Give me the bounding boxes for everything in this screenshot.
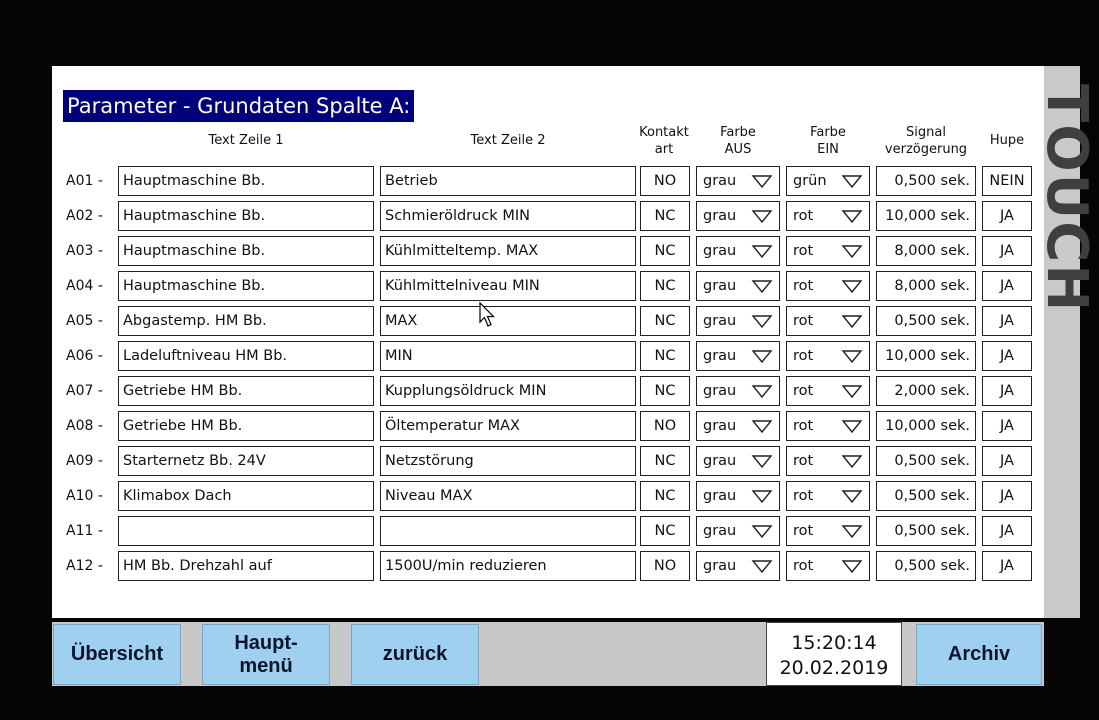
signal-verzoegerung-field[interactable]: 0,500 sek. (876, 446, 976, 476)
hupe-field[interactable]: JA (982, 481, 1032, 511)
clock-date: 20.02.2019 (779, 657, 889, 679)
header-text-zeile-1: Text Zeile 1 (208, 133, 284, 148)
text-zeile-1-field[interactable]: Hauptmaschine Bb. (118, 201, 374, 231)
farbe-ein-value: rot (793, 313, 814, 329)
farbe-aus-value: grau (703, 558, 737, 574)
text-zeile-2-field[interactable]: Öltemperatur MAX (380, 411, 636, 441)
header-farbe-ein: Farbe EIN (810, 125, 846, 157)
farbe-aus-dropdown[interactable] (696, 236, 780, 266)
dropdown-arrow-icon (842, 490, 862, 503)
farbe-aus-value: grau (703, 278, 737, 294)
farbe-aus-dropdown[interactable] (696, 376, 780, 406)
dropdown-arrow-icon (842, 525, 862, 538)
kontakt-art-field[interactable]: NO (640, 166, 690, 196)
hupe-field[interactable]: JA (982, 201, 1032, 231)
farbe-ein-dropdown[interactable] (786, 201, 870, 231)
dropdown-arrow-icon (752, 245, 772, 258)
hupe-field[interactable]: JA (982, 341, 1032, 371)
farbe-aus-value: grau (703, 173, 737, 189)
dropdown-arrow-icon (842, 315, 862, 328)
header-kontakt-art: Kontakt art (639, 125, 689, 157)
dropdown-arrow-icon (752, 210, 772, 223)
farbe-ein-dropdown[interactable] (786, 376, 870, 406)
farbe-ein-value: rot (793, 348, 814, 364)
row-id-label: A01 - (66, 173, 103, 189)
signal-verzoegerung-field[interactable]: 2,000 sek. (876, 376, 976, 406)
text-zeile-2-field[interactable]: Netzstörung (380, 446, 636, 476)
farbe-ein-dropdown[interactable] (786, 446, 870, 476)
text-zeile-2-field[interactable]: MIN (380, 341, 636, 371)
zurueck-button[interactable]: zurück (351, 624, 479, 685)
farbe-ein-value: rot (793, 523, 814, 539)
text-zeile-2-field[interactable]: Kühlmitteltemp. MAX (380, 236, 636, 266)
text-zeile-2-field[interactable]: Kupplungsöldruck MIN (380, 376, 636, 406)
row-id-label: A10 - (66, 488, 103, 504)
text-zeile-1-field[interactable] (118, 516, 374, 546)
kontakt-art-field[interactable]: NC (640, 376, 690, 406)
farbe-aus-dropdown[interactable] (696, 306, 780, 336)
farbe-aus-dropdown[interactable] (696, 201, 780, 231)
text-zeile-1-field[interactable]: Getriebe HM Bb. (118, 376, 374, 406)
hupe-field[interactable]: JA (982, 271, 1032, 301)
signal-verzoegerung-field[interactable]: 0,500 sek. (876, 481, 976, 511)
text-zeile-2-field[interactable]: MAX (380, 306, 636, 336)
farbe-aus-dropdown[interactable] (696, 341, 780, 371)
hupe-field[interactable]: JA (982, 236, 1032, 266)
dropdown-arrow-icon (842, 280, 862, 293)
hupe-field[interactable]: JA (982, 551, 1032, 581)
text-zeile-1-field[interactable]: Hauptmaschine Bb. (118, 271, 374, 301)
farbe-aus-value: grau (703, 348, 737, 364)
touch-side-label: TOUCH (1044, 66, 1080, 618)
farbe-ein-value: rot (793, 383, 814, 399)
kontakt-art-field[interactable]: NC (640, 481, 690, 511)
text-zeile-1-field[interactable]: Klimabox Dach (118, 481, 374, 511)
farbe-ein-dropdown[interactable] (786, 271, 870, 301)
farbe-ein-value: rot (793, 418, 814, 434)
dropdown-arrow-icon (842, 420, 862, 433)
hupe-field[interactable]: JA (982, 516, 1032, 546)
row-id-label: A04 - (66, 278, 103, 294)
header-farbe-aus: Farbe AUS (720, 125, 756, 157)
text-zeile-2-field[interactable]: Niveau MAX (380, 481, 636, 511)
row-id-label: A03 - (66, 243, 103, 259)
signal-verzoegerung-field[interactable]: 0,500 sek. (876, 516, 976, 546)
hupe-field[interactable]: JA (982, 411, 1032, 441)
farbe-ein-value: rot (793, 558, 814, 574)
farbe-ein-dropdown[interactable] (786, 166, 870, 196)
row-id-label: A07 - (66, 383, 103, 399)
signal-verzoegerung-field[interactable]: 10,000 sek. (876, 411, 976, 441)
text-zeile-1-field[interactable]: Abgastemp. HM Bb. (118, 306, 374, 336)
farbe-ein-value: rot (793, 488, 814, 504)
kontakt-art-field[interactable]: NC (640, 201, 690, 231)
dropdown-arrow-icon (752, 560, 772, 573)
hupe-field[interactable]: JA (982, 446, 1032, 476)
kontakt-art-field[interactable]: NC (640, 236, 690, 266)
farbe-ein-dropdown[interactable] (786, 341, 870, 371)
signal-verzoegerung-field[interactable]: 10,000 sek. (876, 341, 976, 371)
kontakt-art-field[interactable]: NC (640, 446, 690, 476)
text-zeile-1-field[interactable]: Getriebe HM Bb. (118, 411, 374, 441)
signal-verzoegerung-field[interactable]: 0,500 sek. (876, 166, 976, 196)
farbe-aus-dropdown[interactable] (696, 551, 780, 581)
farbe-aus-dropdown[interactable] (696, 516, 780, 546)
header-text-zeile-2: Text Zeile 2 (470, 133, 546, 148)
dropdown-arrow-icon (752, 280, 772, 293)
text-zeile-2-field[interactable]: 1500U/min reduzieren (380, 551, 636, 581)
signal-verzoegerung-field[interactable]: 10,000 sek. (876, 201, 976, 231)
dropdown-arrow-icon (752, 525, 772, 538)
farbe-ein-dropdown[interactable] (786, 306, 870, 336)
kontakt-art-field[interactable]: NC (640, 306, 690, 336)
text-zeile-2-field[interactable]: Schmieröldruck MIN (380, 201, 636, 231)
farbe-aus-value: grau (703, 523, 737, 539)
farbe-aus-dropdown[interactable] (696, 271, 780, 301)
signal-verzoegerung-field[interactable]: 8,000 sek. (876, 271, 976, 301)
kontakt-art-field[interactable]: NC (640, 271, 690, 301)
text-zeile-1-field[interactable]: Hauptmaschine Bb. (118, 236, 374, 266)
farbe-ein-value: rot (793, 453, 814, 469)
dropdown-arrow-icon (752, 385, 772, 398)
dropdown-arrow-icon (752, 350, 772, 363)
header-hupe: Hupe (989, 133, 1025, 148)
text-zeile-1-field[interactable]: HM Bb. Drehzahl auf (118, 551, 374, 581)
text-zeile-1-field[interactable]: Ladeluftniveau HM Bb. (118, 341, 374, 371)
farbe-aus-value: grau (703, 313, 737, 329)
row-id-label: A11 - (66, 523, 103, 539)
dropdown-arrow-icon (842, 350, 862, 363)
kontakt-art-field[interactable]: NC (640, 516, 690, 546)
hupe-field[interactable]: JA (982, 376, 1032, 406)
clock-time: 15:20:14 (791, 632, 877, 654)
dropdown-arrow-icon (842, 175, 862, 188)
farbe-ein-dropdown[interactable] (786, 236, 870, 266)
farbe-aus-dropdown[interactable] (696, 411, 780, 441)
kontakt-art-field[interactable]: NO (640, 551, 690, 581)
kontakt-art-field[interactable]: NO (640, 411, 690, 441)
farbe-ein-dropdown[interactable] (786, 551, 870, 581)
text-zeile-2-field[interactable]: Betrieb (380, 166, 636, 196)
signal-verzoegerung-field[interactable]: 8,000 sek. (876, 236, 976, 266)
farbe-ein-value: grün (793, 173, 827, 189)
farbe-aus-value: grau (703, 383, 737, 399)
farbe-aus-dropdown[interactable] (696, 166, 780, 196)
row-id-label: A02 - (66, 208, 103, 224)
text-zeile-1-field[interactable]: Starternetz Bb. 24V (118, 446, 374, 476)
farbe-ein-dropdown[interactable] (786, 481, 870, 511)
farbe-aus-value: grau (703, 453, 737, 469)
farbe-aus-dropdown[interactable] (696, 481, 780, 511)
clock-display (766, 622, 902, 686)
farbe-aus-value: grau (703, 488, 737, 504)
dropdown-arrow-icon (842, 385, 862, 398)
row-id-label: A08 - (66, 418, 103, 434)
row-id-label: A05 - (66, 313, 103, 329)
signal-verzoegerung-field[interactable]: 0,500 sek. (876, 551, 976, 581)
dropdown-arrow-icon (752, 175, 772, 188)
text-zeile-1-field[interactable]: Hauptmaschine Bb. (118, 166, 374, 196)
dropdown-arrow-icon (752, 455, 772, 468)
dropdown-arrow-icon (842, 210, 862, 223)
row-id-label: A12 - (66, 558, 103, 574)
archiv-button[interactable]: Archiv (916, 624, 1042, 685)
text-zeile-2-field[interactable]: Kühlmittelniveau MIN (380, 271, 636, 301)
uebersicht-button[interactable]: Übersicht (53, 624, 181, 685)
farbe-ein-value: rot (793, 243, 814, 259)
header-signal-verzoegerung: Signal verzögerung (884, 125, 968, 157)
dropdown-arrow-icon (842, 560, 862, 573)
page-title: Parameter - Grundaten Spalte A: (63, 90, 414, 122)
dropdown-arrow-icon (842, 245, 862, 258)
row-id-label: A06 - (66, 348, 103, 364)
signal-verzoegerung-field[interactable]: 0,500 sek. (876, 306, 976, 336)
farbe-ein-dropdown[interactable] (786, 516, 870, 546)
hauptmenue-button[interactable]: Haupt- menü (202, 624, 330, 685)
farbe-aus-value: grau (703, 418, 737, 434)
text-zeile-2-field[interactable] (380, 516, 636, 546)
farbe-aus-value: grau (703, 208, 737, 224)
dropdown-arrow-icon (752, 420, 772, 433)
farbe-ein-dropdown[interactable] (786, 411, 870, 441)
farbe-ein-value: rot (793, 208, 814, 224)
kontakt-art-field[interactable]: NC (640, 341, 690, 371)
row-id-label: A09 - (66, 453, 103, 469)
mouse-cursor-icon (479, 302, 495, 328)
farbe-ein-value: rot (793, 278, 814, 294)
dropdown-arrow-icon (752, 490, 772, 503)
dropdown-arrow-icon (842, 455, 862, 468)
hupe-field[interactable]: NEIN (982, 166, 1032, 196)
farbe-aus-dropdown[interactable] (696, 446, 780, 476)
hupe-field[interactable]: JA (982, 306, 1032, 336)
farbe-aus-value: grau (703, 243, 737, 259)
dropdown-arrow-icon (752, 315, 772, 328)
